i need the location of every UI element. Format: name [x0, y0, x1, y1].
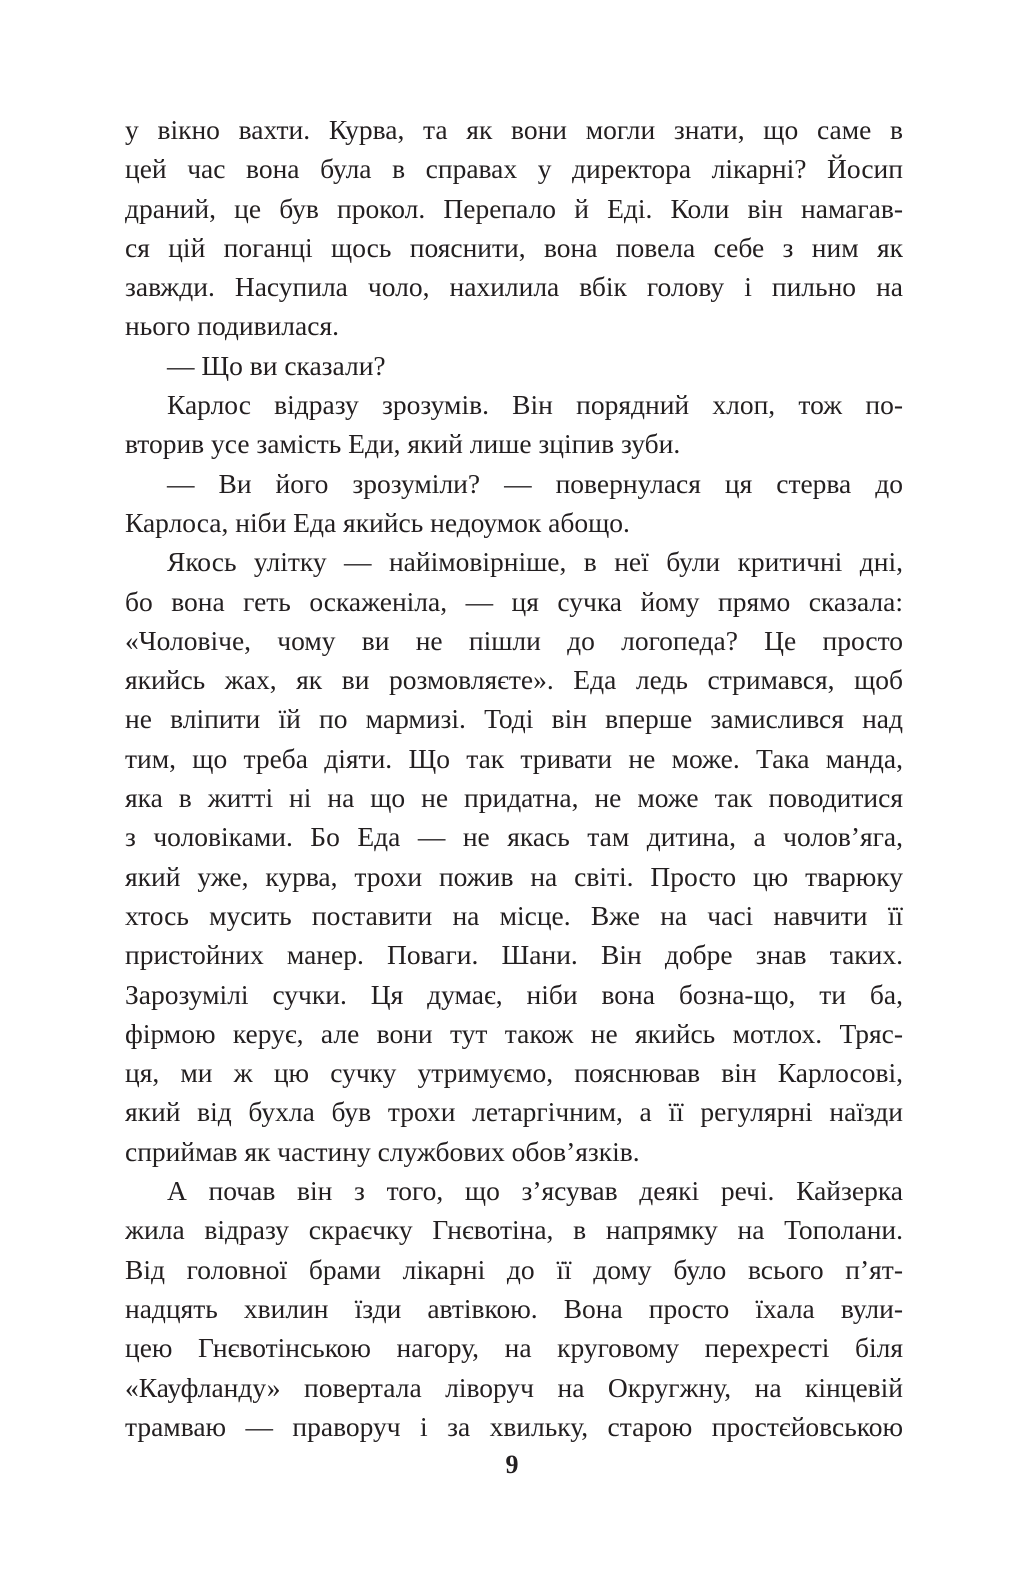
- text-line: жила відразу скраєчку Гнєвотіна, в напрямку на Тополани.: [125, 1214, 903, 1246]
- text-line: фірмою керує, але вони тут також не якийсь мотлох. Тряс-: [125, 1017, 903, 1049]
- text-line: Якось улітку — найімовірніше, в неї були критичні дні,: [167, 546, 903, 578]
- text-line: у вікно вахти. Курва, та як вони могли знати, що саме в: [125, 114, 903, 145]
- book-page-body: [125, 110, 903, 1446]
- text-line: цею Гнєвотінською нагору, на круговому перехресті біля: [125, 1332, 903, 1364]
- text-line: ся цій поганці щось пояснити, вона повела себе з ним як: [125, 231, 903, 263]
- text-line: яка в житті ні на що не придатна, не може так поводитися: [125, 782, 903, 814]
- text-line: який від бухла був трохи летаргічним, а її регулярні наїзди: [125, 1096, 903, 1128]
- text-line: надцять хвилин їзди автівкою. Вона просто їхала вули-: [125, 1292, 903, 1324]
- text-line: «Чоловіче, чому ви не пішли до логопеда? Це просто: [125, 624, 903, 656]
- text-line: нього подивилася.: [125, 310, 339, 342]
- text-line: Карлоса, ніби Еда якийсь недоумок абощо.: [125, 506, 630, 538]
- text-line: вторив усе замість Еди, який лише зціпив зуби.: [125, 428, 681, 460]
- text-line: Від головної брами лікарні до її дому було всього п’ят-: [125, 1253, 903, 1285]
- text-line: ця, ми ж цю сучку утримуємо, пояснював він Карлосові,: [125, 1057, 903, 1089]
- text-line: «Кауфланду» повертала ліворуч на Округжну, на кінцевій: [125, 1371, 903, 1403]
- text-line: не вліпити їй по мармизі. Тоді він вперше замислився над: [125, 703, 903, 735]
- text-line: сприймав як частину службових обов’язків.: [125, 1135, 640, 1167]
- text-line: пристойних манер. Поваги. Шани. Він добре знав таких.: [125, 939, 903, 971]
- text-line: який уже, курва, трохи пожив на світі. Просто цю тварюку: [125, 860, 903, 892]
- text-line: з чоловіками. Бо Еда — не якась там дитина, а чолов’яга,: [125, 821, 903, 853]
- text-line: тим, що треба діяти. Що так тривати не може. Така манда,: [125, 742, 903, 774]
- text-line: Зарозумілі сучки. Ця думає, ніби вона бозна-що, ти ба,: [125, 978, 903, 1010]
- text-line: — Ви його зрозуміли? — повернулася ця стерва до: [167, 467, 903, 499]
- text-line: драний, це був прокол. Перепало й Еді. Коли він намагав-: [125, 192, 903, 224]
- text-line: А почав він з того, що з’ясував деякі речі. Кайзерка: [167, 1175, 903, 1207]
- text-line: якийсь жах, як ви розмовляєте». Еда ледь стримався, щоб: [125, 664, 903, 696]
- text-line: Карлос відразу зрозумів. Він порядний хлоп, тож по-: [167, 389, 903, 421]
- page-number: 9: [505, 1450, 519, 1479]
- text-line: цей час вона була в справах у директора лікарні? Йосип: [125, 153, 903, 185]
- text-line: завжди. Насупила чоло, нахилила вбік голову і пильно на: [125, 271, 903, 303]
- text-line: хтось мусить поставити на місце. Вже на часі навчити її: [125, 899, 903, 931]
- text-line: бо вона геть оскаженіла, — ця сучка йому прямо сказала:: [125, 585, 903, 617]
- text-line: трамваю — праворуч і за хвильку, старою простєйовською: [125, 1410, 903, 1442]
- text-line: — Що ви сказали?: [167, 349, 386, 381]
